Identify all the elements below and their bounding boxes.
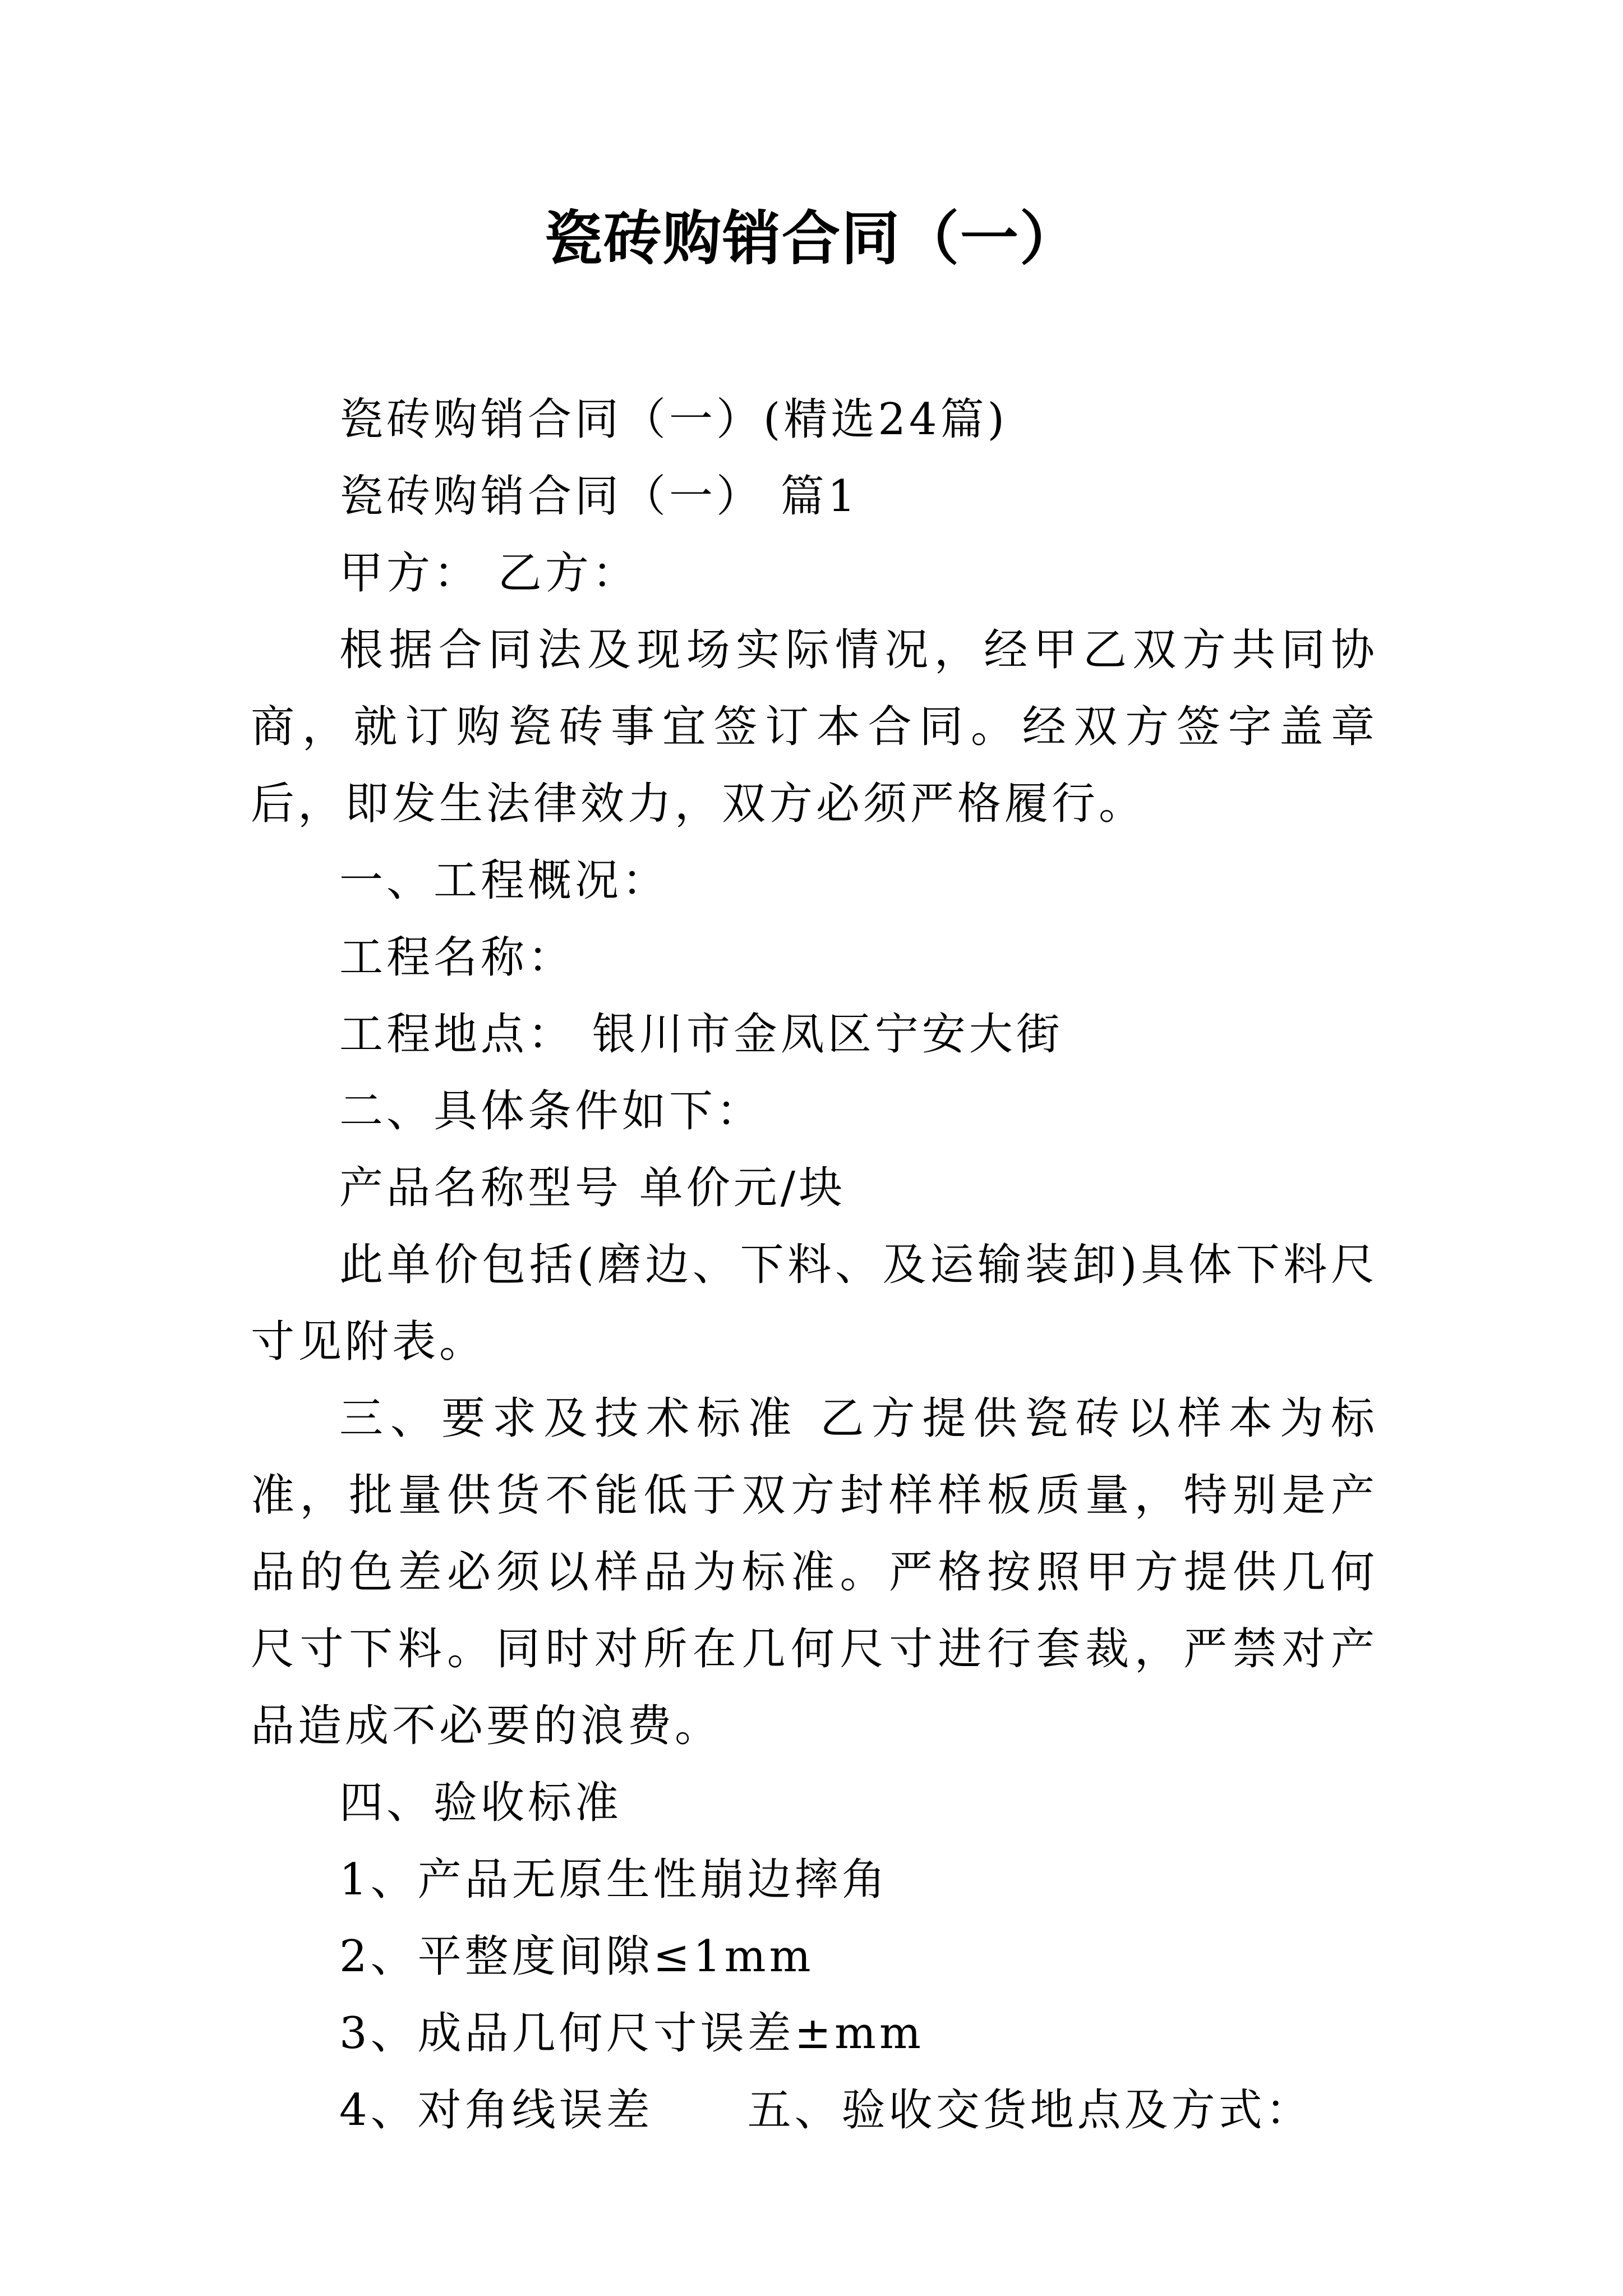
paragraph-acceptance-item-2: 2、平整度间隙≤1mm <box>339 1931 814 1982</box>
paragraph-project-overview: 一、工程概况： <box>339 855 670 906</box>
paragraph-project-location: 工程地点： 银川市金凤区宁安大街 <box>339 1009 1063 1060</box>
paragraph-acceptance-item-1: 1、产品无原生性崩边摔角 <box>339 1855 889 1905</box>
paragraph-acceptance-item-4: 4、对角线误差 五、验收交货地点及方式： <box>339 2085 1313 2136</box>
document-title: 瓷砖购销合同（一） <box>543 204 1079 273</box>
paragraph-conditions: 二、具体条件如下： <box>339 1086 764 1137</box>
document-body <box>251 381 1378 2149</box>
paragraph-subtitle: 瓷砖购销合同（一）(精选24篇) <box>339 394 1008 445</box>
paragraph-acceptance-standard: 四、验收标准 <box>339 1778 623 1828</box>
paragraph-requirements: 三、要求及技术标准 乙方提供瓷砖以样本为标准，批量供货不能低于双方封样样板质量，特别是产品的色差必须以样品为标准。严格按照甲方提供几何尺寸下料。同时对所在几何尺寸进行套裁，严禁对产品造成不必要的浪费。 <box>251 1393 1378 1751</box>
paragraph-section-heading: 瓷砖购销合同（一） 篇1 <box>339 471 859 522</box>
paragraph-parties: 甲方： 乙方： <box>339 548 639 599</box>
paragraph-price-includes: 此单价包括(磨边、下料、及运输装卸)具体下料尺寸见附表。 <box>251 1240 1378 1367</box>
paragraph-product-price: 产品名称型号 单价元/块 <box>339 1163 846 1213</box>
paragraph-acceptance-item-3: 3、成品几何尺寸误差±mm <box>339 2008 924 2059</box>
paragraph-project-name: 工程名称： <box>339 932 575 983</box>
paragraph-preamble: 根据合同法及现场实际情况，经甲乙双方共同协商，就订购瓷砖事宜签订本合同。经双方签字盖章后，即发生法律效力，双方必须严格履行。 <box>251 625 1378 829</box>
